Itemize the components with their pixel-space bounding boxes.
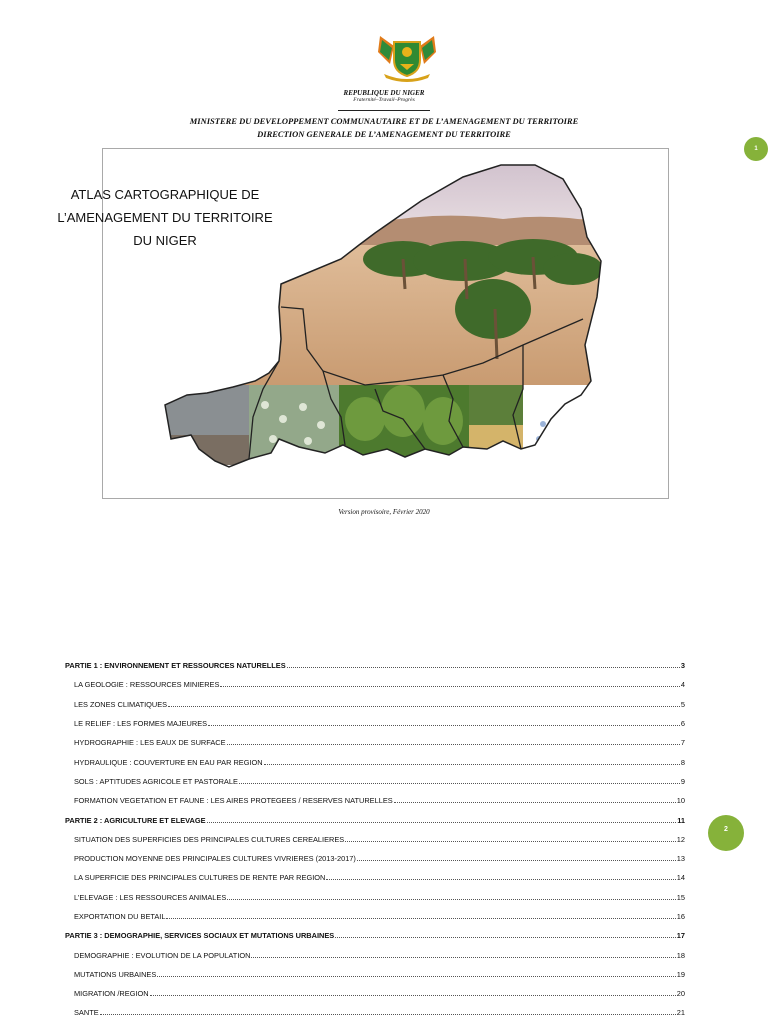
toc-entry-page: 20 [676,989,685,999]
toc-entry-title: SITUATION DES SUPERFICIES DES PRINCIPALES CULTURES CEREALIERES [74,834,345,844]
toc-entry-title: PARTIE 3 : DEMOGRAPHIE, SERVICES SOCIAUX ET MUTATIONS URBAINES [65,931,335,941]
toc-leader-dots [100,1014,676,1015]
toc-leader-dots [239,783,680,784]
toc-entry[interactable] [65,772,685,791]
toc-entry-page: 17 [676,931,685,941]
toc-leader-dots [287,667,680,668]
toc-entry[interactable] [65,945,685,964]
toc-entry-title: L’ELEVAGE : LES RESSOURCES ANIMALES [74,892,227,902]
toc-leader-dots [227,744,680,745]
toc-entry-page: 10 [676,796,685,806]
coat-of-arms-icon [372,30,442,82]
toc-entry-title: SANTE [74,1008,99,1018]
toc-entry[interactable] [65,810,685,829]
version-note: Version provisoire, Février 2020 [338,508,430,516]
cover-title-line: ATLAS CARTOGRAPHIQUE DE [70,187,260,202]
toc-entry-title: LA GEOLOGIE : RESSOURCES MINIERES [74,680,220,690]
toc-entry[interactable] [65,733,685,752]
toc-leader-dots [168,706,680,707]
republic-title: REPUBLIQUE DU NIGER [343,89,425,97]
toc-entry-page: 5 [680,699,685,709]
direction-title: DIRECTION GENERALE DE L’AMENAGEMENT DU TERRITOIRE [257,129,511,139]
toc-entry-title: FORMATION VEGETATION ET FAUNE : LES AIRES PROTEGEES / RESERVES NATURELLES [74,796,393,806]
toc-entry-title: PARTIE 1 : ENVIRONNEMENT ET RESSOURCES NATURELLES [65,661,286,671]
toc-entry[interactable] [65,752,685,771]
toc-entry-page: 8 [680,757,685,767]
cover-title [0,183,330,252]
table-of-contents [65,656,685,1023]
header-divider [338,110,430,111]
toc-leader-dots [166,918,675,919]
toc-entry-title: LA SUPERFICIE DES PRINCIPALES CULTURES DE RENTE PAR REGION [74,873,326,883]
toc-leader-dots [394,802,676,803]
toc-entry-page: 11 [677,815,685,825]
toc-leader-dots [207,822,677,823]
toc-entry-page: 12 [676,834,685,844]
toc-entry[interactable] [65,791,685,810]
toc-entry[interactable] [65,695,685,714]
toc-entry[interactable] [65,656,685,675]
toc-entry-title: MIGRATION /REGION [74,989,149,999]
toc-entry-title: LE RELIEF : LES FORMES MAJEURES [74,719,208,729]
toc-entry-title: SOLS : APTITUDES AGRICOLE ET PASTORALE [74,776,238,786]
toc-entry[interactable] [65,926,685,945]
toc-leader-dots [251,957,675,958]
cover-title-line: L’AMENAGEMENT DU TERRITOIRE [57,210,273,225]
toc-entry-title: PARTIE 2 : AGRICULTURE ET ELEVAGE [65,815,206,825]
toc-entry-title: DEMOGRAPHIE : EVOLUTION DE LA POPULATION [74,950,251,960]
toc-entry-title: MUTATIONS URBAINES [74,969,157,979]
toc-leader-dots [208,725,680,726]
toc-leader-dots [345,841,676,842]
toc-leader-dots [150,995,676,996]
page-number-badge: 2 [708,815,744,851]
toc-entry-page: 9 [680,776,685,786]
toc-entry[interactable] [65,714,685,733]
toc-entry-title: EXPORTATION DU BETAIL [74,912,166,921]
toc-entry-page: 7 [680,738,685,748]
toc-entry-title: HYDROGRAPHIE : LES EAUX DE SURFACE [74,738,226,748]
toc-entry-page: 14 [676,873,685,883]
toc-entry-page: 15 [676,892,685,902]
toc-entry-page: 21 [676,1008,685,1018]
toc-entry-page: 19 [676,969,685,979]
toc-entry-title: HYDRAULIQUE : COUVERTURE EN EAU PAR REGION [74,757,263,767]
toc-entry[interactable] [65,907,685,926]
toc-entry[interactable] [65,965,685,984]
toc-entry[interactable] [65,984,685,1003]
toc-leader-dots [357,860,676,861]
ministry-title: MINISTERE DU DEVELOPPEMENT COMMUNAUTAIRE ET DE L’AMENAGEMENT DU TERRITOIRE [189,116,579,126]
toc-entry-page: 18 [676,950,685,960]
page-number-badge: 1 [744,137,768,161]
toc-entry-page: 13 [676,854,685,864]
toc-entry[interactable] [65,849,685,868]
toc-entry[interactable] [65,868,685,887]
toc-entry-title: LES ZONES CLIMATIQUES [74,699,168,709]
toc-leader-dots [157,976,676,977]
toc-entry[interactable] [65,675,685,694]
toc-entry[interactable] [65,1003,685,1022]
toc-entry-page: 4 [680,680,685,690]
toc-entry-title: PRODUCTION MOYENNE DES PRINCIPALES CULTURES VIVRIERES (2013-2017) [74,854,356,864]
toc-entry-page: 16 [676,912,685,921]
toc-entry[interactable] [65,830,685,849]
motto: Fraternité–Travail–Progrès [353,97,415,103]
toc-leader-dots [264,764,680,765]
cover-title-line: DU NIGER [133,233,197,248]
toc-leader-dots [326,879,675,880]
toc-leader-dots [335,937,676,938]
toc-entry[interactable] [65,888,685,907]
toc-leader-dots [227,899,676,900]
toc-entry-page: 6 [680,719,685,729]
toc-entry-page: 3 [680,661,685,671]
toc-leader-dots [220,686,679,687]
